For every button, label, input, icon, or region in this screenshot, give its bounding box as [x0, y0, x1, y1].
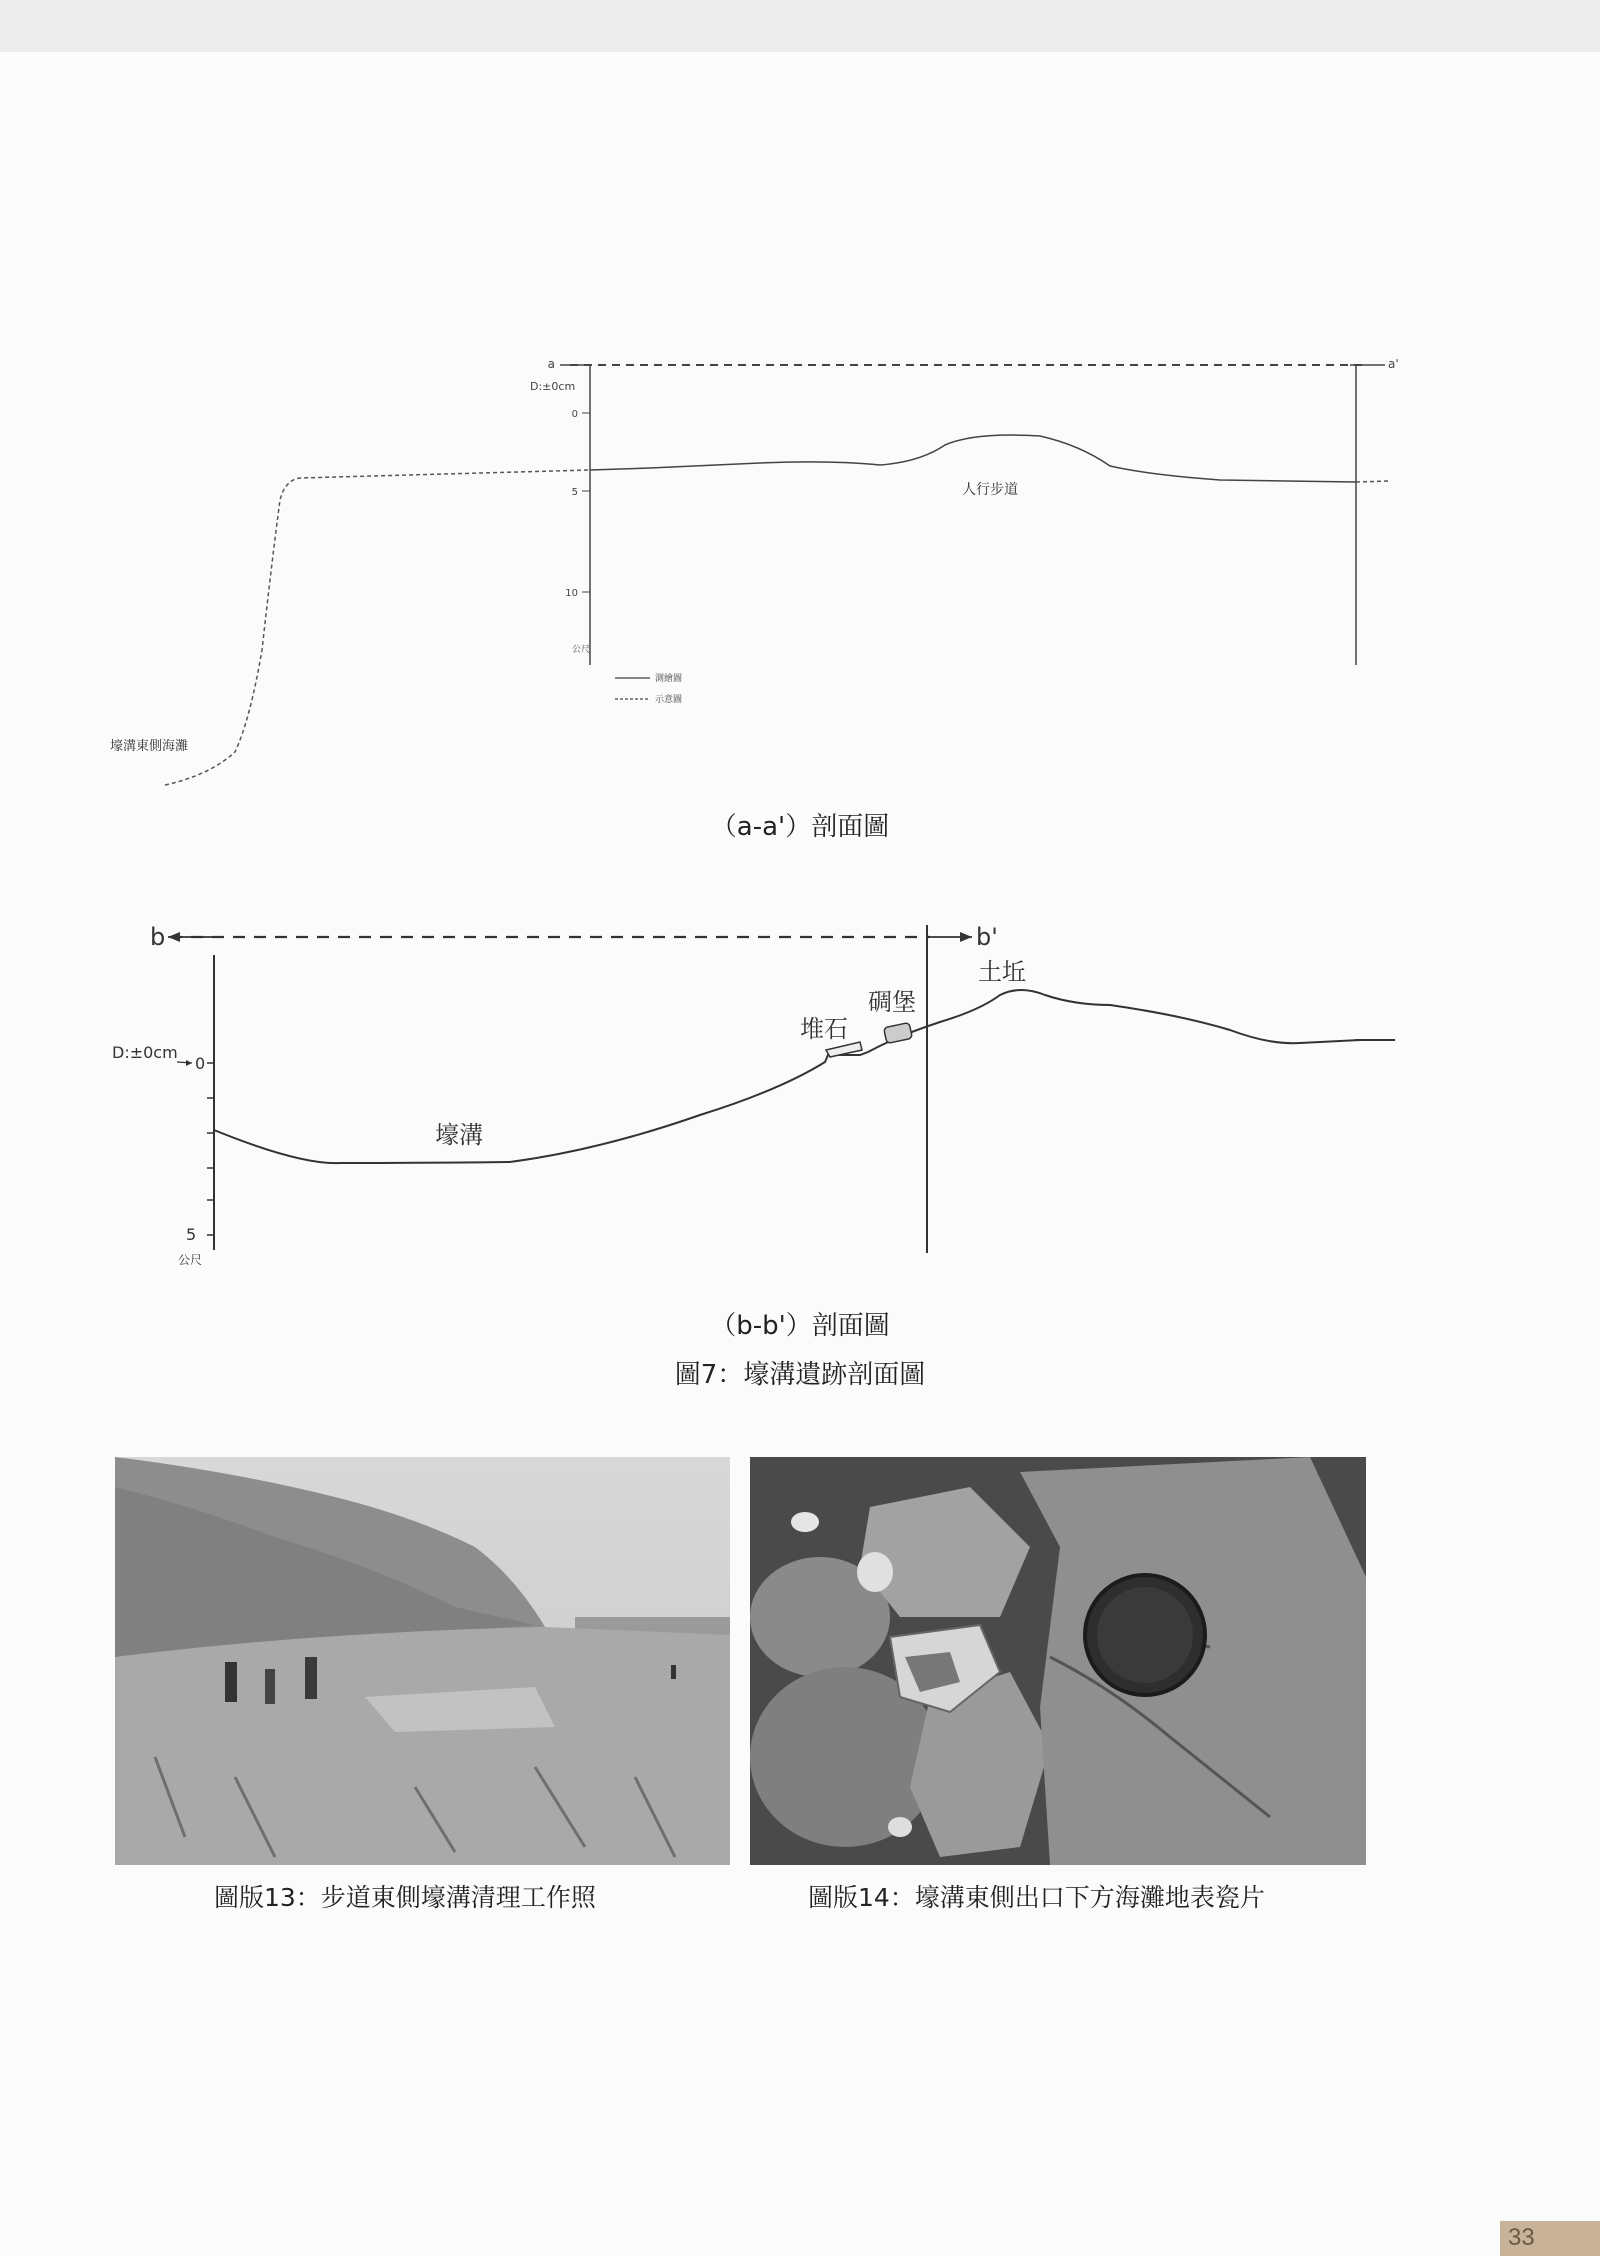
b-unit-label: 公尺: [178, 1253, 203, 1267]
a-end-label: a': [1388, 357, 1399, 371]
a-unit-label: 公尺: [572, 645, 591, 655]
b-bunker-label: 碉堡: [868, 988, 916, 1016]
legend-solid-label: 測繪圖: [655, 674, 683, 684]
b-end-label: b': [976, 923, 998, 951]
bunker-shape: [884, 1022, 913, 1043]
photo-trench-clearing: [115, 1457, 730, 1865]
page-number-text: 33: [1508, 2224, 1535, 2251]
b-start-label: b: [150, 923, 166, 951]
b-mound-label: 土坵: [978, 958, 1026, 986]
caption-b: （b-b'）剖面圖: [710, 1311, 890, 1341]
a-tick-5: 5: [571, 487, 578, 498]
b-stone-label: 堆石: [800, 1015, 848, 1043]
a-beach-label: 壕溝東側海灘: [110, 739, 189, 754]
caption-a: （a-a'）剖面圖: [710, 812, 890, 842]
b-datum-label: D:±0cm: [112, 1043, 178, 1062]
b-tick-5: 5: [186, 1225, 197, 1244]
photo13-caption: 圖版13：步道東側壕溝清理工作照: [214, 1883, 596, 1912]
figure-caption: 圖7：壕溝遺跡剖面圖: [674, 1360, 926, 1390]
b-trench-label: 壕溝: [435, 1121, 483, 1149]
legend-dashed-label: 示意圖: [655, 695, 683, 705]
a-datum-label: D:±0cm: [530, 380, 576, 393]
photo-beach-sherds: [750, 1457, 1366, 1865]
a-path-label: 人行步道: [962, 482, 1018, 498]
page-number: [1500, 2221, 1600, 2256]
a-start-label: a: [547, 357, 555, 371]
photo14-caption: 圖版14：壕溝東側出口下方海灘地表瓷片: [808, 1883, 1265, 1912]
a-tick-0: 0: [571, 409, 578, 420]
a-tick-10: 10: [565, 588, 578, 599]
b-tick-0: 0: [195, 1054, 206, 1073]
